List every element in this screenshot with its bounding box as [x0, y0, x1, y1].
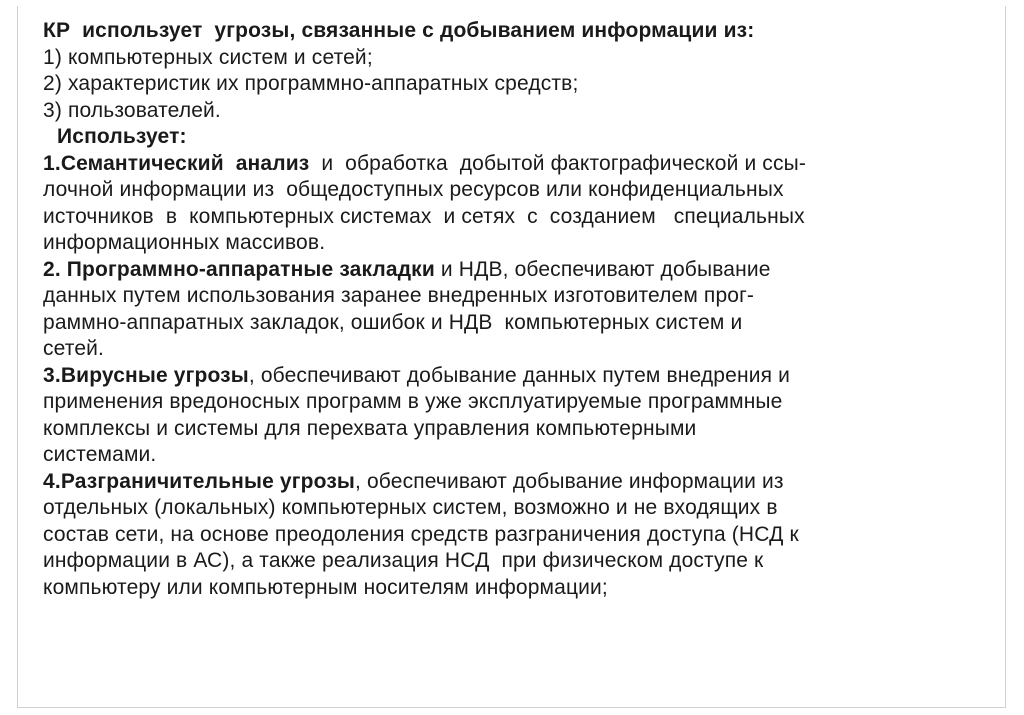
intro-item: 2) характеристик их программно-аппаратных средств; — [43, 72, 579, 95]
section-text: источников в компьютерных системах и сетях с созданием специальных — [43, 204, 805, 228]
section-title: 2. Программно-аппаратные закладки — [43, 257, 435, 281]
section-title: 1.Семантический анализ — [43, 151, 310, 175]
section-text: , обеспечивают добывание данных путем внедрения и — [248, 363, 790, 387]
section-text: отдельных (локальных) компьютерных систем, возможно и не входящих в — [43, 496, 778, 519]
intro-item: 3) пользователей. — [43, 98, 221, 122]
section-text: лочной информации из общедоступных ресурсов или конфиденциальных — [43, 178, 784, 201]
section-text: данных путем использования заранее внедренных изготовителем прог- — [43, 284, 755, 307]
section-text: раммно-аппаратных закладок, ошибок и НДВ компьютерных систем и — [43, 310, 743, 334]
section-text: , обеспечивают добывание информации из — [355, 469, 784, 493]
section-title: 4.Разграничительные угрозы — [43, 469, 355, 493]
section-text: информационных массивов. — [43, 231, 326, 254]
section-text: и обработка добытой фактографической и ссы- — [309, 151, 806, 175]
section-title: 3.Вирусные угрозы — [43, 363, 249, 387]
section-text: системами. — [43, 443, 157, 466]
section-hardware-implants — [43, 257, 988, 363]
section-text: и НДВ, обеспечивают добывание — [434, 257, 771, 281]
section-text: состав сети, на основе преодоления средств разграничения доступа (НСД к — [43, 522, 799, 546]
section-text: информации в АС), а также реализация НСД при физическом доступе к — [43, 549, 764, 572]
section-text: комплексы и системы для перехвата управления компьютерными — [43, 416, 697, 440]
uses-heading: Использует: — [57, 125, 187, 148]
section-semantic-analysis — [43, 151, 988, 257]
section-access-threats — [43, 469, 988, 602]
section-text: сетей. — [43, 337, 105, 360]
section-text: применения вредоносных программ в уже эксплуатируемые программные — [43, 390, 783, 413]
section-text: компьютеру или компьютерным носителям информации; — [43, 575, 608, 599]
section-virus-threats — [43, 363, 988, 469]
intro-title: КР использует угрозы, связанные с добыванием информации из: — [43, 19, 755, 42]
slide-text — [43, 18, 988, 601]
intro-item: 1) компьютерных систем и сетей; — [43, 45, 373, 69]
